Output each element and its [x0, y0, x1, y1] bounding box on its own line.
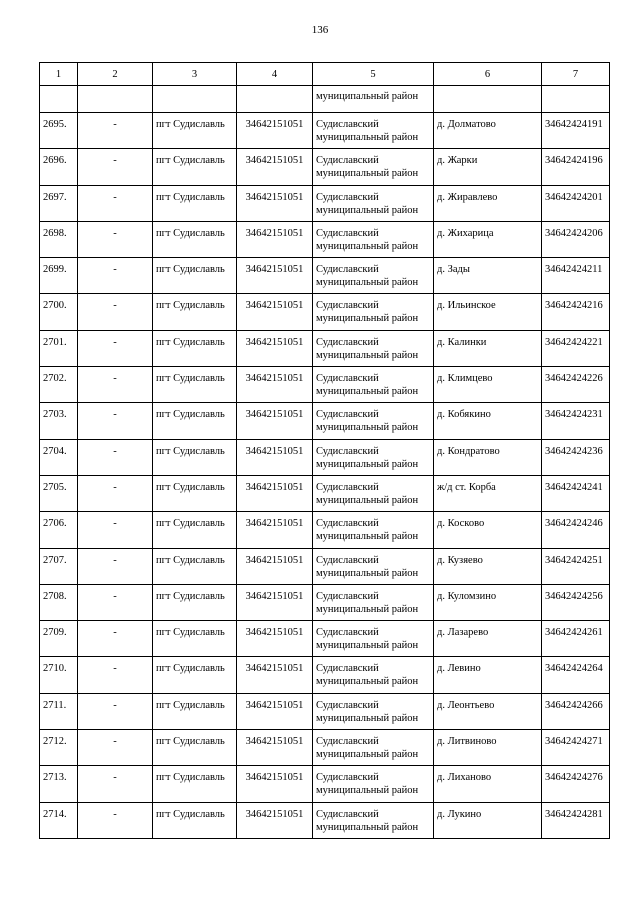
column2-value: - — [78, 330, 153, 366]
settlement-name: пгт Судиславль — [153, 258, 237, 294]
district-name — [313, 475, 434, 511]
column2-value: - — [78, 439, 153, 475]
district-line: Судиславский — [316, 808, 379, 820]
column2-value: - — [78, 548, 153, 584]
header-cell: 7 — [542, 63, 610, 86]
column2-value: - — [78, 657, 153, 693]
district-line: муниципальный район — [316, 531, 419, 543]
settlement-code: 34642151051 — [237, 185, 313, 221]
row-number: 2707. — [40, 548, 78, 584]
locality-name: д. Лукино — [434, 802, 542, 838]
locality-name: д. Жиравлево — [434, 185, 542, 221]
district-name — [313, 149, 434, 185]
district-name — [313, 439, 434, 475]
district-line: Судиславский — [316, 373, 379, 385]
row-number: 2704. — [40, 439, 78, 475]
settlement-name: пгт Судиславль — [153, 621, 237, 657]
oktmo-code: 34642424211 — [542, 258, 610, 294]
district-line: Судиславский — [316, 663, 379, 675]
oktmo-code: 34642424281 — [542, 802, 610, 838]
district-name — [313, 730, 434, 766]
oktmo-code: 34642424266 — [542, 693, 610, 729]
header-cell: 2 — [78, 63, 153, 86]
locality-name: д. Кобякино — [434, 403, 542, 439]
settlement-name: пгт Судиславль — [153, 403, 237, 439]
row-number: 2701. — [40, 330, 78, 366]
settlement-name: пгт Судиславль — [153, 439, 237, 475]
oktmo-code: 34642424276 — [542, 766, 610, 802]
column2-value: - — [78, 693, 153, 729]
district-name — [313, 113, 434, 149]
district-name — [313, 766, 434, 802]
column2-value: - — [78, 584, 153, 620]
settlement-code: 34642151051 — [237, 548, 313, 584]
column2-value: - — [78, 512, 153, 548]
table-row — [40, 185, 610, 221]
table-row — [40, 367, 610, 403]
district-name — [313, 258, 434, 294]
district-line: Судиславский — [316, 590, 379, 602]
row-number: 2709. — [40, 621, 78, 657]
row-number: 2713. — [40, 766, 78, 802]
locality-name: д. Леонтьево — [434, 693, 542, 729]
settlement-name: пгт Судиславль — [153, 330, 237, 366]
district-name — [313, 221, 434, 257]
row-number: 2710. — [40, 657, 78, 693]
district-line: Судиславский — [316, 119, 379, 130]
settlement-code: 34642151051 — [237, 149, 313, 185]
header-cell: 3 — [153, 63, 237, 86]
column2-value: - — [78, 185, 153, 221]
row-number: 2706. — [40, 512, 78, 548]
column2-value: - — [78, 294, 153, 330]
district-line: Судиславский — [316, 336, 379, 348]
oktmo-code: 34642424221 — [542, 330, 610, 366]
oktmo-code: 34642424251 — [542, 548, 610, 584]
table-row — [40, 512, 610, 548]
settlement-code: 34642151051 — [237, 221, 313, 257]
row-number: 2698. — [40, 221, 78, 257]
header-cell: 4 — [237, 63, 313, 86]
district-name — [313, 403, 434, 439]
settlement-code: 34642151051 — [237, 403, 313, 439]
settlement-code: 34642151051 — [237, 294, 313, 330]
settlement-code: 34642151051 — [237, 730, 313, 766]
oktmo-code: 34642424196 — [542, 149, 610, 185]
settlement-code: 34642151051 — [237, 330, 313, 366]
column2-value: - — [78, 221, 153, 257]
district-name — [313, 584, 434, 620]
table-row — [40, 403, 610, 439]
district-name — [313, 621, 434, 657]
continuation-row — [40, 86, 610, 113]
district-line: Судиславский — [316, 300, 379, 312]
column2-value: - — [78, 113, 153, 149]
header-cell: 6 — [434, 63, 542, 86]
column2-value: - — [78, 802, 153, 838]
settlement-name: пгт Судиславль — [153, 221, 237, 257]
district-line: Судиславский — [316, 481, 379, 493]
oktmo-code: 34642424206 — [542, 221, 610, 257]
row-number: 2712. — [40, 730, 78, 766]
table-row — [40, 475, 610, 511]
table-row — [40, 548, 610, 584]
table-cell — [434, 86, 542, 113]
settlement-code: 34642151051 — [237, 475, 313, 511]
settlement-name: пгт Судиславль — [153, 512, 237, 548]
settlement-name: пгт Судиславль — [153, 113, 237, 149]
settlement-name: пгт Судиславль — [153, 149, 237, 185]
row-number: 2700. — [40, 294, 78, 330]
locality-name: д. Лазарево — [434, 621, 542, 657]
settlement-name: пгт Судиславль — [153, 766, 237, 802]
district-line: муниципальный район — [316, 676, 419, 688]
oktmo-code: 34642424201 — [542, 185, 610, 221]
table-row — [40, 113, 610, 149]
row-number: 2696. — [40, 149, 78, 185]
column2-value: - — [78, 766, 153, 802]
locality-name: д. Левино — [434, 657, 542, 693]
district-name — [313, 512, 434, 548]
district-line: муниципальный район — [316, 640, 419, 652]
district-line: Судиславский — [316, 772, 379, 784]
settlements-table — [39, 62, 610, 839]
table-row — [40, 693, 610, 729]
settlement-code: 34642151051 — [237, 621, 313, 657]
table-row — [40, 657, 610, 693]
locality-name: д. Жарки — [434, 149, 542, 185]
district-line: Судиславский — [316, 264, 379, 276]
settlement-name: пгт Судиславль — [153, 185, 237, 221]
column2-value: - — [78, 149, 153, 185]
district-line: Судиславский — [316, 518, 379, 530]
settlement-name: пгт Судиславль — [153, 548, 237, 584]
locality-name: д. Зады — [434, 258, 542, 294]
district-name — [313, 802, 434, 838]
settlement-name: пгт Судиславль — [153, 584, 237, 620]
row-number: 2714. — [40, 802, 78, 838]
row-number: 2708. — [40, 584, 78, 620]
settlement-name: пгт Судиславль — [153, 475, 237, 511]
district-line: Судиславский — [316, 155, 379, 167]
table-row — [40, 221, 610, 257]
oktmo-code: 34642424231 — [542, 403, 610, 439]
district-line: муниципальный район — [316, 749, 419, 761]
district-line: муниципальный район — [316, 603, 419, 615]
row-number: 2695. — [40, 113, 78, 149]
district-line: Судиславский — [316, 191, 379, 203]
column2-value: - — [78, 621, 153, 657]
oktmo-code: 34642424216 — [542, 294, 610, 330]
locality-name: д. Кондратово — [434, 439, 542, 475]
oktmo-code: 34642424271 — [542, 730, 610, 766]
district-line: муниципальный район — [316, 168, 419, 180]
table-row — [40, 766, 610, 802]
settlement-code: 34642151051 — [237, 802, 313, 838]
district-line: Судиславский — [316, 554, 379, 566]
district-line: муниципальный район — [316, 313, 419, 325]
table-row — [40, 258, 610, 294]
oktmo-code: 34642424241 — [542, 475, 610, 511]
locality-name: д. Калинки — [434, 330, 542, 366]
table-row — [40, 730, 610, 766]
settlement-code: 34642151051 — [237, 258, 313, 294]
column2-value: - — [78, 730, 153, 766]
header-cell: 1 — [40, 63, 78, 86]
district-line: муниципальный район — [316, 240, 419, 252]
locality-name: д. Ильинское — [434, 294, 542, 330]
district-line: муниципальный район — [316, 785, 419, 797]
district-name — [313, 330, 434, 366]
settlement-name: пгт Судиславль — [153, 657, 237, 693]
table-cell — [40, 86, 78, 113]
district-line: муниципальный район — [316, 458, 419, 470]
oktmo-code: 34642424226 — [542, 367, 610, 403]
locality-name: д. Лиханово — [434, 766, 542, 802]
district-line: Судиславский — [316, 627, 379, 639]
district-line: муниципальный район — [316, 349, 419, 361]
table-row — [40, 439, 610, 475]
district-line: муниципальный район — [316, 277, 419, 289]
settlement-code: 34642151051 — [237, 693, 313, 729]
district-name — [313, 367, 434, 403]
district-line: муниципальный район — [316, 386, 419, 398]
district-line: Судиславский — [316, 699, 379, 711]
row-number: 2711. — [40, 693, 78, 729]
table-row — [40, 584, 610, 620]
table-row — [40, 621, 610, 657]
column2-value: - — [78, 475, 153, 511]
oktmo-code: 34642424246 — [542, 512, 610, 548]
district-line: муниципальный район — [316, 567, 419, 579]
column2-value: - — [78, 403, 153, 439]
locality-name: д. Климцево — [434, 367, 542, 403]
header-row — [40, 63, 610, 86]
page-number: 136 — [311, 24, 329, 36]
table-row — [40, 802, 610, 838]
locality-name: д. Долматово — [434, 113, 542, 149]
header-cell: 5 — [313, 63, 434, 86]
district-name — [313, 693, 434, 729]
district-line: Судиславский — [316, 445, 379, 457]
locality-name: д. Жихарица — [434, 221, 542, 257]
table-cell — [78, 86, 153, 113]
district-line: Судиславский — [316, 409, 379, 421]
district-line: муниципальный район — [316, 712, 419, 724]
settlement-code: 34642151051 — [237, 512, 313, 548]
settlement-name: пгт Судиславль — [153, 294, 237, 330]
locality-name: д. Кузяево — [434, 548, 542, 584]
district-line: муниципальный район — [316, 204, 419, 216]
locality-name: д. Литвиново — [434, 730, 542, 766]
table-row — [40, 330, 610, 366]
district-line: Судиславский — [316, 736, 379, 748]
table-cell — [542, 86, 610, 113]
oktmo-code: 34642424256 — [542, 584, 610, 620]
settlement-name: пгт Судиславль — [153, 693, 237, 729]
row-number: 2699. — [40, 258, 78, 294]
row-number: 2705. — [40, 475, 78, 511]
settlement-code: 34642151051 — [237, 439, 313, 475]
oktmo-code: 34642424264 — [542, 657, 610, 693]
settlement-code: 34642151051 — [237, 113, 313, 149]
district-name — [313, 657, 434, 693]
settlement-name: пгт Судиславль — [153, 802, 237, 838]
column2-value: - — [78, 258, 153, 294]
oktmo-code: 34642424261 — [542, 621, 610, 657]
table-cell — [237, 86, 313, 113]
table-row — [40, 149, 610, 185]
district-line: муниципальный район — [316, 132, 419, 143]
table-cell — [153, 86, 237, 113]
settlement-name: пгт Судиславль — [153, 730, 237, 766]
row-number: 2697. — [40, 185, 78, 221]
oktmo-code: 34642424191 — [542, 113, 610, 149]
column2-value: - — [78, 367, 153, 403]
district-line: муниципальный район — [316, 422, 419, 434]
district-name — [313, 294, 434, 330]
settlement-code: 34642151051 — [237, 584, 313, 620]
oktmo-code: 34642424236 — [542, 439, 610, 475]
row-number: 2702. — [40, 367, 78, 403]
table-row — [40, 294, 610, 330]
settlement-code: 34642151051 — [237, 367, 313, 403]
settlement-code: 34642151051 — [237, 766, 313, 802]
district-line: муниципальный район — [316, 821, 419, 833]
settlement-code: 34642151051 — [237, 657, 313, 693]
settlement-name: пгт Судиславль — [153, 367, 237, 403]
district-name — [313, 185, 434, 221]
locality-name: ж/д ст. Корба — [434, 475, 542, 511]
locality-name: д. Косково — [434, 512, 542, 548]
row-number: 2703. — [40, 403, 78, 439]
district-line: Судиславский — [316, 227, 379, 239]
district-name — [313, 548, 434, 584]
district-line: муниципальный район — [316, 494, 419, 506]
table-cell: муниципальный район — [313, 86, 434, 113]
locality-name: д. Куломзино — [434, 584, 542, 620]
